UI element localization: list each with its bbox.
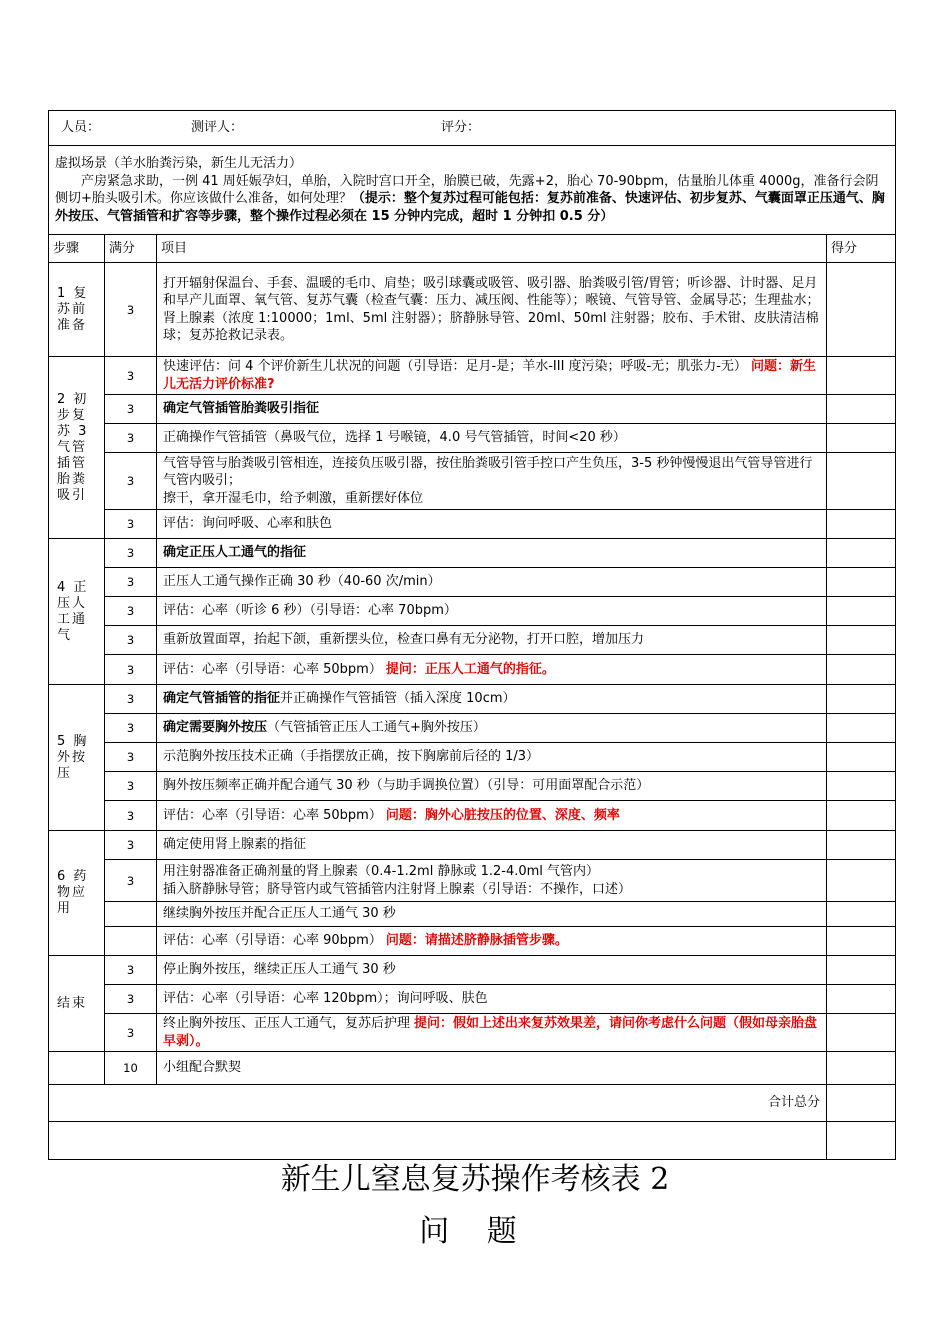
scenario-row — [49, 146, 896, 235]
step-cell — [49, 1052, 105, 1085]
full-score-cell: 3 — [105, 597, 157, 626]
table-row — [49, 453, 896, 510]
score-input-cell[interactable] — [827, 539, 896, 568]
blank-score-cell[interactable] — [827, 1122, 896, 1160]
step-cell: 结束 — [49, 956, 105, 1052]
person-label: 人员： — [61, 120, 101, 135]
full-score-cell: 3 — [105, 956, 157, 985]
form-subtitle: 问 题 — [419, 1214, 531, 1249]
scenario-title: 虚拟场景（羊水胎粪污染，新生儿无活力） — [55, 156, 303, 171]
table-row — [49, 655, 896, 685]
score-input-cell[interactable] — [827, 831, 896, 860]
table-row — [49, 772, 896, 801]
score-input-cell[interactable] — [827, 510, 896, 539]
item-cell — [157, 395, 827, 424]
item-text: 确定使用肾上腺素的指征 — [163, 837, 307, 852]
item-cell — [157, 743, 827, 772]
blank-row — [49, 1122, 896, 1160]
item-text: 用注射器准备正确剂量的肾上腺素（0.4-1.2ml 静脉或 1.2-4.0ml 气管内） — [163, 864, 600, 879]
table-row — [49, 860, 896, 902]
scenario-body — [55, 173, 889, 226]
score-input-cell[interactable] — [827, 263, 896, 357]
score-input-cell[interactable] — [827, 424, 896, 453]
item-text: 重新放置面罩，抬起下颌，重新摆头位，检查口鼻有无分泌物，打开口腔，增加压力 — [163, 632, 645, 647]
score-input-cell[interactable] — [827, 357, 896, 395]
item-text: 评估：心率（引导语：心率 50bpm） — [163, 661, 382, 677]
item-cell — [157, 424, 827, 453]
item-cell — [157, 956, 827, 985]
table-row — [49, 597, 896, 626]
table-row — [49, 685, 896, 714]
total-label: 合计总分 — [49, 1085, 827, 1122]
item-cell — [157, 902, 827, 927]
step-cell: 4 正压人工通气 — [49, 539, 105, 685]
score-input-cell[interactable] — [827, 860, 896, 902]
item-cell — [157, 685, 827, 714]
step-cell: 2 初步复苏 3 气管插管胎粪吸引 — [49, 357, 105, 539]
table-row — [49, 1014, 896, 1052]
table-row — [49, 626, 896, 655]
blank-cell — [49, 1122, 827, 1160]
score-input-cell[interactable] — [827, 801, 896, 831]
item-cell — [157, 539, 827, 568]
item-text: 并正确操作气管插管（插入深度 10cm） — [280, 691, 516, 707]
item-text: 小组配合默契 — [163, 1060, 242, 1075]
item-text: 继续胸外按压并配合正压人工通气 30 秒 — [163, 906, 396, 921]
item-cell — [157, 510, 827, 539]
item-cell — [157, 831, 827, 860]
score-input-cell[interactable] — [827, 927, 896, 956]
question-text: 提问：正压人工通气的指征。 — [385, 661, 555, 677]
question-text: 问题：请描述脐静脉插管步骤。 — [385, 933, 568, 949]
table-row — [49, 743, 896, 772]
score-input-cell[interactable] — [827, 743, 896, 772]
item-cell — [157, 453, 827, 510]
item-text: 擦干，拿开湿毛巾，给予刺激，重新摆好体位 — [163, 490, 424, 506]
table-row — [49, 902, 896, 927]
table-row — [49, 510, 896, 539]
score-input-cell[interactable] — [827, 453, 896, 510]
item-text: 评估：心率（引导语：心率 50bpm） — [163, 807, 382, 823]
table-row — [49, 956, 896, 985]
total-score-cell[interactable] — [827, 1085, 896, 1122]
table-row — [49, 985, 896, 1014]
step-cell: 5 胸外按压 — [49, 685, 105, 831]
score-input-cell[interactable] — [827, 1014, 896, 1052]
item-text: 评估：询问呼吸、心率和肤色 — [163, 516, 333, 531]
col-item: 项目 — [157, 235, 827, 263]
score-label: 评分： — [441, 120, 481, 135]
scenario-hint: （提示：整个复苏过程可能包括：复苏前准备、快速评估、初步复苏、气囊面罩正压通气、胸外按压、气管插管和扩容等步骤，整个操作过程必须在 15 分钟内完成，超时 1 分钟扣 0.5 分） — [55, 191, 885, 224]
score-input-cell[interactable] — [827, 395, 896, 424]
full-score-cell: 3 — [105, 772, 157, 801]
score-input-cell[interactable] — [827, 956, 896, 985]
item-cell — [157, 985, 827, 1014]
full-score-cell: 3 — [105, 743, 157, 772]
item-cell — [157, 626, 827, 655]
table-row — [49, 263, 896, 357]
table-row — [49, 568, 896, 597]
full-score-cell: 3 — [105, 1014, 157, 1052]
full-score-cell: 3 — [105, 453, 157, 510]
table-row — [49, 395, 896, 424]
step-cell: 1 复苏前准备 — [49, 263, 105, 357]
column-header-row — [49, 235, 896, 263]
score-input-cell[interactable] — [827, 568, 896, 597]
form-title: 新生儿窒息复苏操作考核表 2 — [280, 1162, 670, 1197]
score-input-cell[interactable] — [827, 626, 896, 655]
full-score-cell: 3 — [105, 424, 157, 453]
item-text: 打开辐射保温台、手套、温暖的毛巾、肩垫；吸引球囊或吸管、吸引器、胎粪吸引管/胃管；听诊器、计时器、足月和早产儿面罩、氧气管、复苏气囊（检查气囊：压力、减压阀、性能等）；喉镜、气管导管、金属导芯；生理盐水；肾上腺素（浓度 1:10000；1ml、5ml 注射器）；脐静脉导管、20ml、50ml 注射器；胶布、手术钳、皮肤清洁棉球；复苏抢救记录表。 — [163, 275, 820, 343]
full-score-cell: 3 — [105, 568, 157, 597]
table-row — [49, 539, 896, 568]
score-input-cell[interactable] — [827, 685, 896, 714]
assessment-table — [48, 110, 896, 1160]
full-score-cell: 3 — [105, 395, 157, 424]
score-input-cell[interactable] — [827, 597, 896, 626]
item-text: （气管插管正压人工通气+胸外按压） — [267, 720, 486, 736]
score-input-cell[interactable] — [827, 902, 896, 927]
table-row — [49, 1052, 896, 1085]
scenario-text: 产房紧急求助，一例 41 周妊娠孕妇，单胎，入院时宫口开全，胎膜已破，先露+2，胎心 70-90bpm，估量胎儿体重 4000g，准备行会阴侧切+胎头吸引术。你应该做什么准备，如何处理？ — [55, 173, 879, 206]
item-text: 确定气管插管的指征 — [163, 691, 281, 707]
item-cell — [157, 263, 827, 357]
item-text: 评估：心率（引导语：心率 90bpm） — [163, 933, 382, 949]
col-step: 步骤 — [49, 235, 105, 263]
full-score-cell — [105, 927, 157, 956]
item-cell — [157, 357, 827, 395]
item-text: 示范胸外按压技术正确（手指摆放正确，按下胸廓前后径的 1/3） — [163, 749, 540, 764]
full-score-cell: 3 — [105, 655, 157, 685]
item-text: 胸外按压频率正确并配合通气 30 秒（与助手调换位置）（引导：可用面罩配合示范） — [163, 778, 650, 793]
score-input-cell[interactable] — [827, 1052, 896, 1085]
score-input-cell[interactable] — [827, 655, 896, 685]
item-text: 评估：心率（听诊 6 秒）（引导语：心率 70bpm） — [163, 603, 457, 618]
full-score-cell: 3 — [105, 626, 157, 655]
col-score: 得分 — [827, 235, 896, 263]
full-score-cell: 3 — [105, 357, 157, 395]
item-text: 气管导管与胎粪吸引管相连，连接负压吸引器，按住胎粪吸引管手控口产生负压，3-5 秒钟慢慢退出气管导管进行气管内吸引； — [163, 455, 813, 489]
full-score-cell: 3 — [105, 714, 157, 743]
full-score-cell: 3 — [105, 831, 157, 860]
item-text: 确定气管插管胎粪吸引指征 — [163, 401, 320, 416]
item-text: 终止胸外按压、正压人工通气，复苏后护理 — [163, 1016, 411, 1031]
item-cell — [157, 772, 827, 801]
item-text: 正确操作气管插管（鼻吸气位，选择 1 号喉镜，4.0 号气管插管，时间<20 秒） — [163, 430, 626, 445]
step-cell: 6 药物应用 — [49, 831, 105, 956]
full-score-cell — [105, 902, 157, 927]
table-row — [49, 801, 896, 831]
full-score-cell: 3 — [105, 860, 157, 902]
item-text: 正压人工通气操作正确 30 秒（40-60 次/min） — [163, 574, 441, 589]
item-cell — [157, 860, 827, 902]
item-cell — [157, 714, 827, 743]
full-score-cell: 3 — [105, 539, 157, 568]
col-full: 满分 — [105, 235, 157, 263]
item-cell — [157, 927, 827, 956]
item-text: 确定需要胸外按压 — [163, 720, 268, 736]
item-text: 快速评估：问 4 个评价新生儿状况的问题（引导语：足月-是；羊水-III 度污染；呼吸-无；肌张力-无） — [163, 359, 747, 374]
full-score-cell: 3 — [105, 263, 157, 357]
table-row — [49, 831, 896, 860]
table-row — [49, 424, 896, 453]
evaluator-label: 测评人： — [191, 120, 244, 135]
item-cell — [157, 655, 827, 685]
item-text: 停止胸外按压，继续正压人工通气 30 秒 — [163, 962, 396, 977]
table-row — [49, 714, 896, 743]
item-cell — [157, 568, 827, 597]
full-score-cell: 3 — [105, 685, 157, 714]
score-input-cell[interactable] — [827, 714, 896, 743]
full-score-cell: 3 — [105, 510, 157, 539]
full-score-cell: 3 — [105, 801, 157, 831]
question-text: 问题：胸外心脏按压的位置、深度、频率 — [385, 807, 620, 823]
item-cell — [157, 1052, 827, 1085]
item-text: 评估：心率（引导语：心率 120bpm）；询问呼吸、肤色 — [163, 991, 488, 1006]
item-text: 确定正压人工通气的指征 — [163, 545, 307, 560]
question-text: 问题：新生儿无活力评价标准? — [163, 359, 816, 392]
full-score-cell: 3 — [105, 985, 157, 1014]
header-row — [49, 111, 896, 146]
total-row — [49, 1085, 896, 1122]
score-input-cell[interactable] — [827, 772, 896, 801]
question-text: 提问：假如上述出来复苏效果差，请问你考虑什么问题（假如母亲胎盘早剥）。 — [163, 1016, 818, 1049]
item-cell — [157, 1014, 827, 1052]
table-row — [49, 927, 896, 956]
full-score-cell: 10 — [105, 1052, 157, 1085]
table-row — [49, 357, 896, 395]
item-cell — [157, 801, 827, 831]
item-text: 插入脐静脉导管；脐导管内或气管插管内注射肾上腺素（引导语：不操作，口述） — [163, 881, 632, 897]
score-input-cell[interactable] — [827, 985, 896, 1014]
item-cell — [157, 597, 827, 626]
